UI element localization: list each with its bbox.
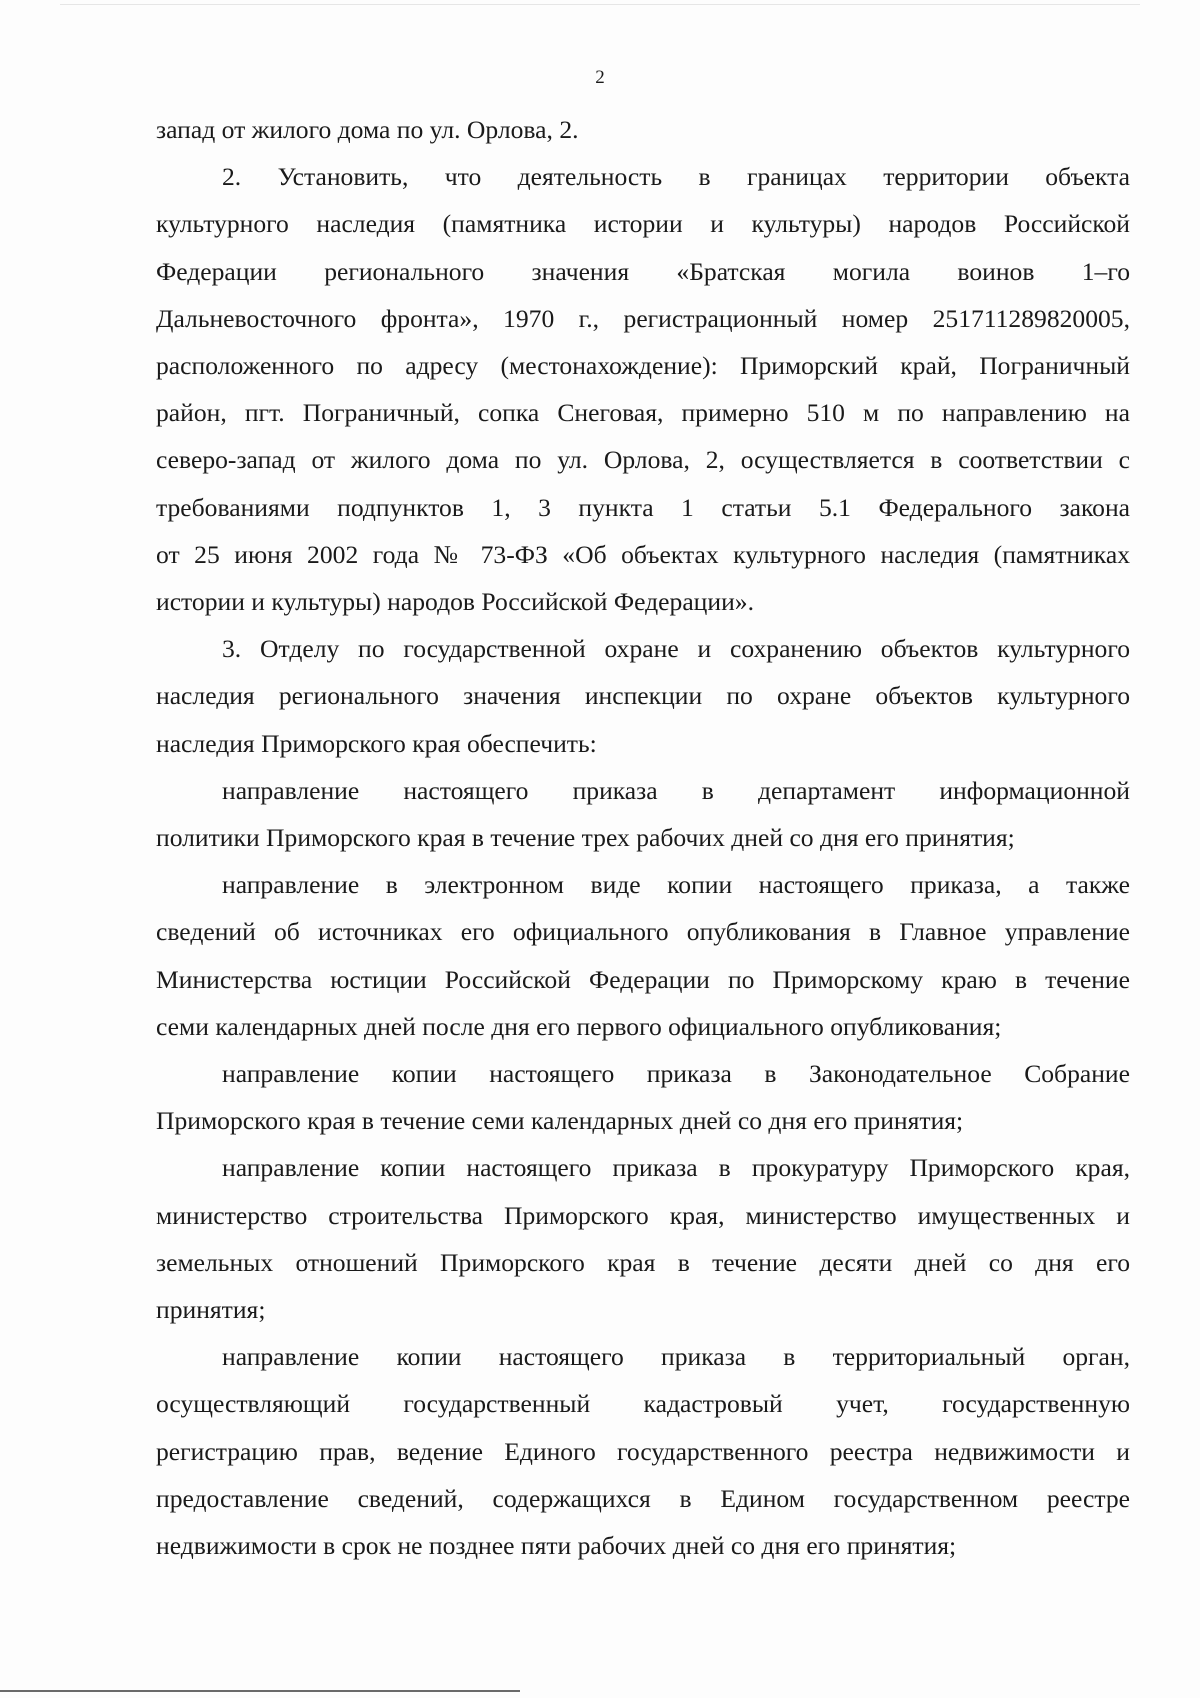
text-line: министерство строительства Приморского края, министерство имущественных и [156, 1200, 1130, 1230]
text-line: принятия; [156, 1295, 266, 1325]
text-line: семи календарных дней после дня его первого официального опубликования; [156, 1011, 1002, 1041]
text-line: предоставление сведений, содержащихся в Едином государственном реестре [156, 1483, 1130, 1513]
text-line: направление копии настоящего приказа в прокуратуру Приморского края, [222, 1153, 1130, 1183]
text-line: культурного наследия (памятника истории и культуры) народов Российской [156, 209, 1130, 239]
document-body [156, 106, 1130, 1569]
text-line: политики Приморского края в течение трех рабочих дней со дня его принятия; [156, 823, 1015, 853]
text-line: земельных отношений Приморского края в течение десяти дней со дня его [156, 1247, 1130, 1277]
text-line: сведений об источниках его официального опубликования в Главное управление [156, 917, 1130, 947]
scan-edge-top [60, 4, 1140, 5]
text-line: Дальневосточного фронта», 1970 г., регистрационный номер 251711289820005, [156, 303, 1130, 333]
text-line: запад от жилого дома по ул. Орлова, 2. [156, 115, 579, 144]
text-line: направление настоящего приказа в департамент информационной [222, 775, 1130, 805]
text-line: направление копии настоящего приказа в Законодательное Собрание [222, 1059, 1130, 1089]
text-line: направление копии настоящего приказа в территориальный орган, [222, 1342, 1130, 1372]
text-line: наследия регионального значения инспекции по охране объектов культурного [156, 681, 1130, 711]
text-line: от 25 июня 2002 года № 73-ФЗ «Об объектах культурного наследия (памятниках [156, 539, 1130, 569]
text-line: наследия Приморского края обеспечить: [156, 728, 597, 758]
page-number: 2 [595, 67, 605, 88]
text-line: регистрацию прав, ведение Единого государственного реестра недвижимости и [156, 1436, 1130, 1466]
text-line: Министерства юстиции Российской Федерации по Приморскому краю в течение [156, 964, 1130, 994]
text-line: расположенного по адресу (местонахождение): Приморский край, Пограничный [156, 351, 1130, 381]
scan-edge-bottom [0, 1690, 520, 1692]
text-line: северо-запад от жилого дома по ул. Орлова, 2, осуществляется в соответствии с [156, 445, 1130, 475]
text-line: требованиями подпунктов 1, 3 пункта 1 статьи 5.1 Федерального закона [156, 492, 1130, 522]
text-line: истории и культуры) народов Российской Федерации». [156, 587, 754, 617]
text-line: Приморского края в течение семи календарных дней со дня его принятия; [156, 1106, 964, 1136]
text-line: 3. Отделу по государственной охране и сохранению объектов культурного [222, 634, 1130, 664]
text-line: направление в электронном виде копии настоящего приказа, а также [222, 870, 1130, 900]
text-line: 2. Установить, что деятельность в границах территории объекта [222, 162, 1130, 192]
text-line: осуществляющий государственный кадастровый учет, государственную [156, 1389, 1130, 1419]
text-line: Федерации регионального значения «Братская могила воинов 1–го [156, 256, 1130, 286]
text-line: район, пгт. Пограничный, сопка Снеговая, примерно 510 м по направлению на [156, 398, 1130, 428]
text-line: недвижимости в срок не позднее пяти рабочих дней со дня его принятия; [156, 1531, 957, 1561]
